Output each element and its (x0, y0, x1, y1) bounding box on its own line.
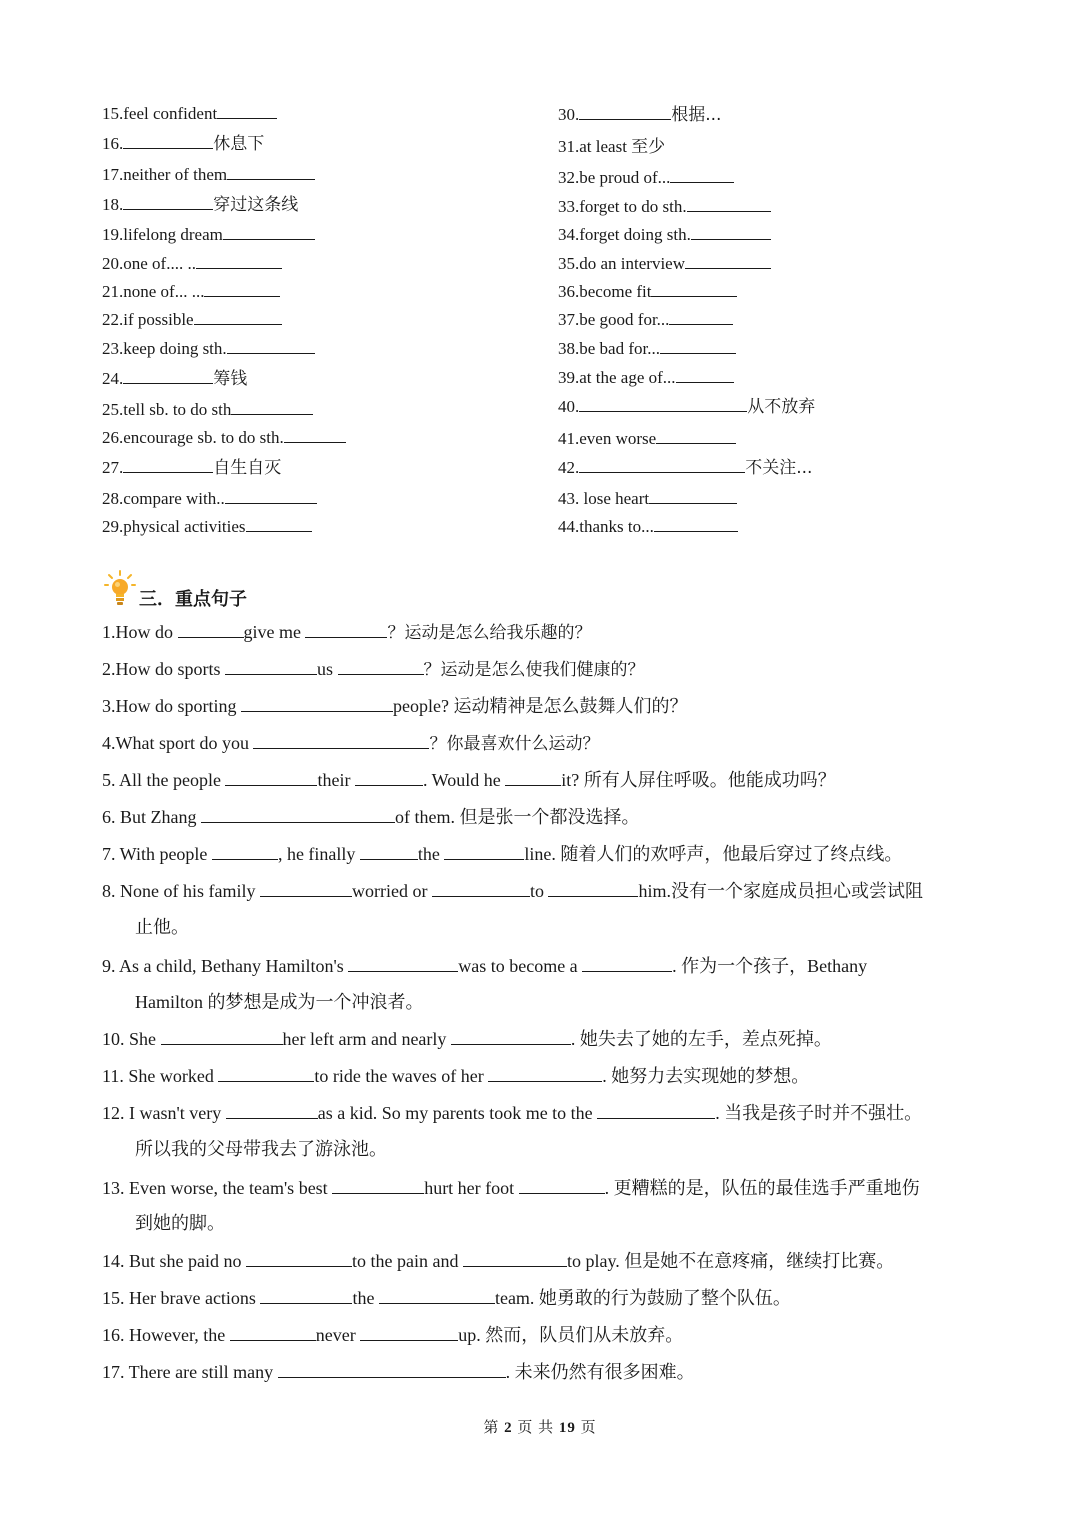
sentence-6: 6. But Zhang of them. 但是张一个都没选择。 (102, 807, 640, 827)
answer-blank[interactable] (284, 426, 346, 443)
vocab-text: 15.feel confident (102, 104, 218, 123)
vocab-meaning: 根据... (671, 105, 722, 125)
vocab-text: 40. (558, 397, 580, 416)
answer-blank[interactable] (649, 487, 737, 504)
vocab-text: 16. (102, 134, 124, 153)
sentence-13: 13. Even worse, the team's best hurt her foot . 更糟糕的是，队伍的最佳选手严重地伤 (102, 1178, 920, 1198)
vocab-item (102, 456, 281, 480)
vocab-text: 30. (558, 105, 580, 124)
vocab-meaning: 休息下 (213, 134, 265, 154)
sentence-4: 4.What sport do you ？你最喜欢什么运动？ (102, 733, 600, 754)
sentence-9: 9. As a child, Bethany Hamilton's was to become a . 作为一个孩子，Bethany (102, 956, 868, 976)
vocab-text: 44.thanks to... (558, 517, 654, 536)
section-title: 三．重点句子 (139, 589, 247, 610)
answer-blank[interactable] (360, 1324, 458, 1341)
vocab-item (558, 366, 734, 390)
answer-blank[interactable] (579, 395, 747, 412)
answer-blank[interactable] (432, 880, 530, 897)
sentence-5: 5. All the people their . Would he it? 所有人屏住呼吸。他能成功吗？ (102, 770, 836, 790)
vocab-text: 24. (102, 369, 124, 388)
vocab-text: 22.if possible (102, 310, 194, 329)
answer-blank[interactable] (597, 1102, 715, 1119)
answer-blank[interactable] (123, 132, 213, 149)
vocab-item (102, 280, 280, 304)
sentence-16: 16. However, the never up. 然而，队员们从未放弃。 (102, 1325, 684, 1345)
vocab-text: 42. (558, 458, 580, 477)
answer-blank[interactable] (463, 1250, 567, 1267)
answer-blank[interactable] (676, 366, 734, 383)
answer-blank[interactable] (260, 1287, 352, 1304)
vocab-item (102, 487, 317, 511)
sentence-15: 15. Her brave actions the team. 她勇敢的行为鼓励了整个队伍。 (102, 1288, 791, 1308)
answer-blank[interactable] (225, 658, 317, 675)
vocab-text: 35.do an interview (558, 254, 685, 273)
vocab-item (102, 367, 247, 391)
answer-blank[interactable] (579, 103, 671, 120)
answer-blank[interactable] (123, 193, 213, 210)
vocab-text: 29.physical activities (102, 517, 246, 536)
vocab-text: 20.one of.... .. (102, 254, 196, 273)
vocab-item (102, 515, 312, 539)
answer-blank[interactable] (651, 280, 737, 297)
answer-blank[interactable] (348, 955, 458, 972)
answer-blank[interactable] (230, 1324, 316, 1341)
vocab-meaning: 穿过这条线 (213, 195, 299, 215)
answer-blank[interactable] (161, 1028, 283, 1045)
answer-blank[interactable] (246, 515, 312, 532)
vocab-text: 32.be proud of... (558, 168, 671, 187)
vocab-item (558, 195, 771, 219)
answer-blank[interactable] (451, 1028, 571, 1045)
vocab-text: 27. (102, 458, 124, 477)
vocab-text: 23.keep doing sth. (102, 339, 227, 358)
answer-blank[interactable] (669, 308, 733, 325)
answer-blank[interactable] (338, 658, 424, 675)
answer-blank[interactable] (223, 223, 315, 240)
vocab-text: 38.be bad for... (558, 339, 660, 358)
sentence-7: 7. With people , he finally the line. 随着人们的欢呼声，他最后穿过了终点线。 (102, 844, 903, 864)
vocab-item (558, 252, 771, 276)
answer-blank[interactable] (685, 252, 771, 269)
vocab-item (558, 395, 815, 419)
answer-blank[interactable] (548, 880, 638, 897)
answer-blank[interactable] (123, 367, 213, 384)
vocab-item (558, 223, 771, 247)
answer-blank[interactable] (670, 166, 734, 183)
answer-blank[interactable] (355, 769, 423, 786)
answer-blank[interactable] (582, 955, 672, 972)
answer-blank[interactable] (332, 1177, 424, 1194)
sentence-12: 12. I wasn't very as a kid. So my parents took me to the . 当我是孩子时并不强壮。 (102, 1103, 923, 1123)
vocab-item (102, 252, 282, 276)
vocab-meaning: 自生自灭 (213, 458, 282, 478)
vocab-item (102, 398, 313, 422)
sentence-8: 8. None of his family worried or to him.没有一个家庭成员担心或尝试阻 (102, 881, 923, 901)
vocab-text: 18. (102, 195, 124, 214)
answer-blank[interactable] (194, 308, 282, 325)
vocab-item (558, 103, 721, 127)
answer-blank[interactable] (178, 621, 244, 638)
answer-blank[interactable] (654, 515, 738, 532)
answer-blank[interactable] (656, 427, 736, 444)
answer-blank[interactable] (212, 843, 278, 860)
vocab-item (558, 135, 665, 159)
answer-blank[interactable] (218, 1065, 314, 1082)
vocab-item (558, 515, 738, 539)
vocab-item (558, 280, 737, 304)
answer-blank[interactable] (196, 252, 282, 269)
vocab-text: 25.tell sb. to do sth (102, 400, 232, 419)
sentence-8-continued: 止他。 (135, 917, 189, 938)
vocab-item (102, 132, 264, 156)
sentence-14: 14. But she paid no to the pain and to play. 但是她不在意疼痛，继续打比赛。 (102, 1251, 895, 1271)
vocab-text: 39.at the age of... (558, 368, 676, 387)
answer-blank[interactable] (360, 843, 418, 860)
answer-blank[interactable] (687, 195, 771, 212)
answer-blank[interactable] (227, 337, 315, 354)
answer-blank[interactable] (444, 843, 524, 860)
vocab-item (102, 163, 315, 187)
answer-blank[interactable] (505, 769, 561, 786)
answer-blank[interactable] (246, 1250, 352, 1267)
vocab-item (558, 427, 736, 451)
answer-blank[interactable] (305, 621, 387, 638)
vocab-item (102, 308, 282, 332)
vocab-text: 43. lose heart (558, 489, 650, 508)
vocab-text: 36.become fit (558, 282, 652, 301)
answer-blank[interactable] (225, 487, 317, 504)
sentence-17: 17. There are still many . 未来仍然有很多困难。 (102, 1362, 695, 1382)
vocab-item (102, 193, 298, 217)
vocab-text: 33.forget to do sth. (558, 197, 687, 216)
vocab-text: 21.none of... ... (102, 282, 205, 301)
answer-blank[interactable] (204, 280, 280, 297)
page-number: 第 2 页 共 19 页 (483, 1420, 597, 1436)
sentence-10: 10. She her left arm and nearly . 她失去了她的左手，差点死掉。 (102, 1029, 832, 1049)
vocab-item (558, 487, 737, 511)
sentence-2: 2.How do sports us ？运动是怎么使我们健康的？ (102, 659, 645, 680)
vocab-item (558, 337, 736, 361)
answer-blank[interactable] (225, 769, 317, 786)
answer-blank[interactable] (260, 880, 352, 897)
answer-blank[interactable] (488, 1065, 602, 1082)
sentence-13-continued: 到她的脚。 (135, 1213, 225, 1234)
answer-blank[interactable] (660, 337, 736, 354)
answer-blank[interactable] (217, 102, 277, 119)
answer-blank[interactable] (253, 732, 429, 749)
vocab-text: 37.be good for... (558, 310, 670, 329)
vocab-text: 19.lifelong dream (102, 225, 223, 244)
vocab-item (558, 456, 812, 480)
vocab-item (102, 102, 277, 126)
answer-blank[interactable] (519, 1177, 605, 1194)
vocab-item (102, 223, 315, 247)
vocab-item (558, 308, 733, 332)
vocab-text: 17.neither of them (102, 165, 228, 184)
answer-blank[interactable] (241, 695, 393, 712)
answer-blank[interactable] (231, 398, 313, 415)
vocab-text: 26.encourage sb. to do sth. (102, 428, 284, 447)
vocab-item (102, 426, 346, 450)
answer-blank[interactable] (123, 456, 213, 473)
vocab-item (558, 166, 734, 190)
answer-blank[interactable] (379, 1287, 495, 1304)
vocab-text: 34.forget doing sth. (558, 225, 691, 244)
sentence-1: 1.How do give me ？运动是怎么给我乐趣的？ (102, 622, 592, 643)
vocab-text: 28.compare with.. (102, 489, 225, 508)
answer-blank[interactable] (227, 163, 315, 180)
answer-blank[interactable] (691, 223, 771, 240)
answer-blank[interactable] (579, 456, 745, 473)
sentence-9-continued: Hamilton 的梦想是成为一个冲浪者。 (135, 992, 424, 1012)
vocab-meaning: 从不放弃 (747, 397, 816, 417)
sentence-12-continued: 所以我的父母带我去了游泳池。 (135, 1139, 387, 1160)
answer-blank[interactable] (201, 806, 395, 823)
vocab-meaning: 筹钱 (213, 369, 248, 389)
lightbulb-icon (104, 570, 136, 610)
vocab-text: 41.even worse (558, 429, 657, 448)
answer-blank[interactable] (226, 1102, 318, 1119)
vocab-item (102, 337, 315, 361)
sentence-11: 11. She worked to ride the waves of her . 她努力去实现她的梦想。 (102, 1066, 810, 1086)
vocab-meaning: 不关注... (745, 458, 813, 478)
answer-blank[interactable] (278, 1361, 506, 1378)
vocab-text: 31.at least 至少 (558, 137, 666, 156)
sentence-3: 3.How do sporting people? 运动精神是怎么鼓舞人们的？ (102, 696, 688, 716)
